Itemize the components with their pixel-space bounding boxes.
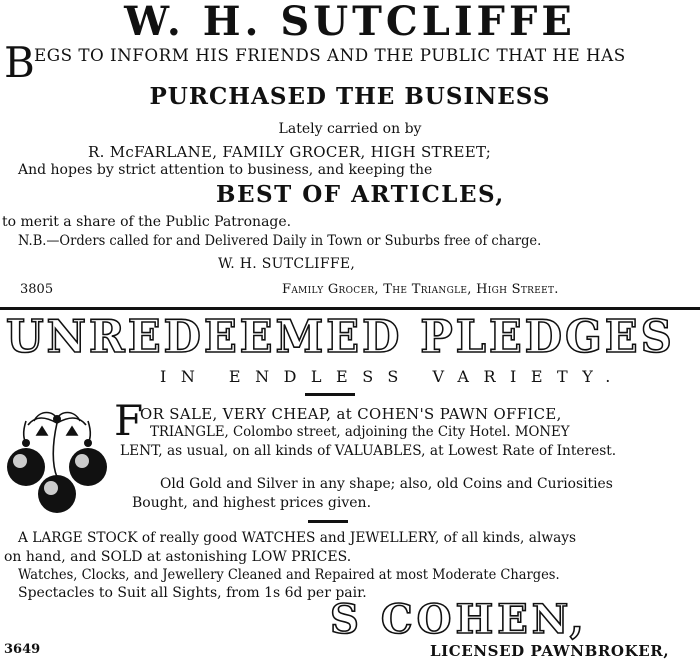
hopes-line: And hopes by strict attention to business, and keeping the [18,162,433,178]
short-rule [305,393,355,396]
licensed-pawnbroker-title: LICENSED PAWNBROKER, [430,642,670,660]
pawnbroker-name: S COHEN, [330,596,588,643]
endless-variety-subhead: IN ENDLESS VARIETY. [160,367,625,386]
unredeemed-pledges-headline: UNREDEEMED PLEDGES [6,310,675,363]
bought-line: Bought, and highest prices given. [132,495,372,511]
advertiser-name-heading: W. H. SUTCLIFFE [124,0,576,45]
delivery-note: N.B.—Orders called for and Delivered Daily in Town or Suburbs free of charge. [18,233,542,249]
best-of-articles-heading: BEST OF ARTICLES, [216,181,505,208]
old-gold-line: Old Gold and Silver in any shape; also, old Coins and Curiosities [160,476,613,492]
ad-number: 3805 [20,282,54,297]
signature-line: W. H. SUTCLIFFE, [218,256,356,272]
lately-carried-text: Lately carried on by [278,121,422,137]
patronage-line: to merit a share of the Public Patronage. [2,214,292,230]
on-hand-line: on hand, and SOLD at astonishing LOW PRICES. [4,549,352,565]
previous-owner-line: R. McFARLANE, FAMILY GROCER, HIGH STREET; [88,143,492,161]
short-rule-2 [308,520,348,523]
spectacles-line: Spectacles to Suit all Sights, from 1s 6d per pair. [18,585,367,601]
repairs-line: Watches, Clocks, and Jewellery Cleaned and Repaired at most Moderate Charges. [18,567,560,583]
for-sale-line: OR SALE, VERY CHEAP, at COHEN'S PAWN OFFICE, [140,405,562,423]
drop-cap-f: F [114,396,144,445]
ad-number-2: 3649 [4,642,41,657]
location-line: TRIANGLE, Colombo street, adjoining the City Hotel. MONEY [150,424,570,440]
drop-cap-b: B [4,38,35,87]
three-balls-pawnbroker-icon [2,405,112,515]
money-lent-line: LENT, as usual, on all kinds of VALUABLES, at Lowest Rate of Interest. [120,443,617,459]
purchased-business-heading: PURCHASED THE BUSINESS [149,83,551,110]
announcement-line: EGS TO INFORM HIS FRIENDS AND THE PUBLIC THAT HE HAS [34,46,626,66]
large-stock-line: A LARGE STOCK of really good WATCHES and JEWELLERY, of all kinds, always [18,530,577,546]
address-line: Family Grocer, The Triangle, High Street. [282,282,559,297]
